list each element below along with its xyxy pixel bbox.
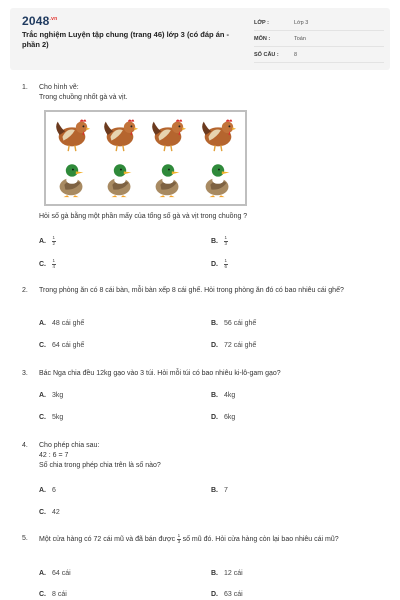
q2-option-b[interactable]: B. 56 cái ghế: [211, 320, 257, 327]
q4-option-a[interactable]: A. 6: [39, 487, 56, 494]
duck-icon: [52, 160, 92, 200]
q2-option-c[interactable]: C. 64 cái ghế: [39, 342, 85, 349]
q2-option-a[interactable]: A. 48 cái ghế: [39, 320, 85, 327]
q3-option-c[interactable]: C. 5kg: [39, 414, 64, 421]
q3-option-d[interactable]: D. 6kg: [211, 414, 236, 421]
q1-option-b[interactable]: B. $\frac{1}{3}$: [211, 235, 228, 246]
q5-option-d[interactable]: D. 63 cái: [211, 591, 243, 598]
q5-option-c[interactable]: C. 8 cái: [39, 591, 67, 598]
q4-option-b[interactable]: B. 7: [211, 487, 228, 494]
duck-icon: [148, 160, 188, 200]
q3-option-a[interactable]: A. 3kg: [39, 392, 64, 399]
fraction: $\frac{1}{3}$: [224, 235, 228, 246]
duck-icon: [100, 160, 140, 200]
duck-icon: [198, 160, 238, 200]
worksheet-header: [10, 8, 390, 70]
q2-option-d[interactable]: D. 72 cái ghế: [211, 342, 257, 349]
fraction: $\frac{1}{2}$: [52, 235, 56, 246]
meta-row-class: LỚP : Lớp 3: [254, 16, 384, 31]
fraction: $\frac{1}{4}$: [52, 258, 56, 269]
hen-icon: [52, 114, 92, 154]
q5-option-a[interactable]: A. 64 cái: [39, 570, 71, 577]
meta-panel: [254, 16, 384, 64]
meta-row-count: SỐ CÂU : 8: [254, 48, 384, 63]
q3-option-b[interactable]: B. 4kg: [211, 392, 236, 399]
fraction: $\frac{1}{3}$: [177, 533, 181, 544]
hen-icon: [148, 114, 188, 154]
hen-icon: [198, 114, 238, 154]
q4-option-c[interactable]: C. 42: [39, 509, 60, 516]
hens-and-ducks-picture: [44, 110, 247, 206]
worksheet-page: $2048^{.vn}$ Trắc nghiệm Luyện tập chung (trang 46) lớp 3 (có đáp án - phần 2) LỚP : Lớp 3 MÔN : Toán SỐ CÂU : 8 1. Cho hình vẽ: Trong chuồng nhốt gà và vịt. Hỏi số gà bằng một phần mấy của tổng số gà và vịt trong chuồng ? A. $\frac{1}{2}$ B. $\frac{1}{3}$ C. $\frac{1}{4}$ D. $\frac{1}{6}$ 2. Trong phòng ăn có 8 cái bàn, mỗi bàn xếp 8 cái ghế. Hỏi trong phòng ăn đó có bao nhiêu cái ghế? A. 48 cái ghế B. 56 cái ghế C. 64 cái ghế D. 72 cái ghế 3. Bác Nga chia đều 12kg gạo vào 3 túi. Hỏi mỗi túi có bao nhiêu ki-lô-gam gạo? A. 3kg B. 4kg C. 5kg D. 6kg 4. Cho phép chia sau: 42 : 6 = 7 Số chia trong phép chia trên là số nào? A. 6 B. 7 C. 42 5. Một cửa hàng có 72 cái mũ và đã bán được $\frac{1}{3}$ số mũ đó. Hỏi cửa hàng còn lại bao nhiêu cái mũ? A. 64 cái B. 12 cái C. 8 cái D. 63 cái: [0, 0, 400, 600]
q1-option-a[interactable]: A. $\frac{1}{2}$: [39, 235, 56, 246]
meta-row-subject: MÔN : Toán: [254, 32, 384, 47]
hen-icon: [100, 114, 140, 154]
fraction: $\frac{1}{6}$: [224, 258, 228, 269]
q1-option-d[interactable]: D. $\frac{1}{6}$: [211, 258, 228, 269]
q1-option-c[interactable]: C. $\frac{1}{4}$: [39, 258, 56, 269]
site-logo[interactable]: $2048^{.vn}$: [22, 14, 58, 28]
page-title: Trắc nghiệm Luyện tập chung (trang 46) lớp 3 (có đáp án - phần 2): [22, 30, 230, 49]
q5-option-b[interactable]: B. 12 cái: [211, 570, 243, 577]
